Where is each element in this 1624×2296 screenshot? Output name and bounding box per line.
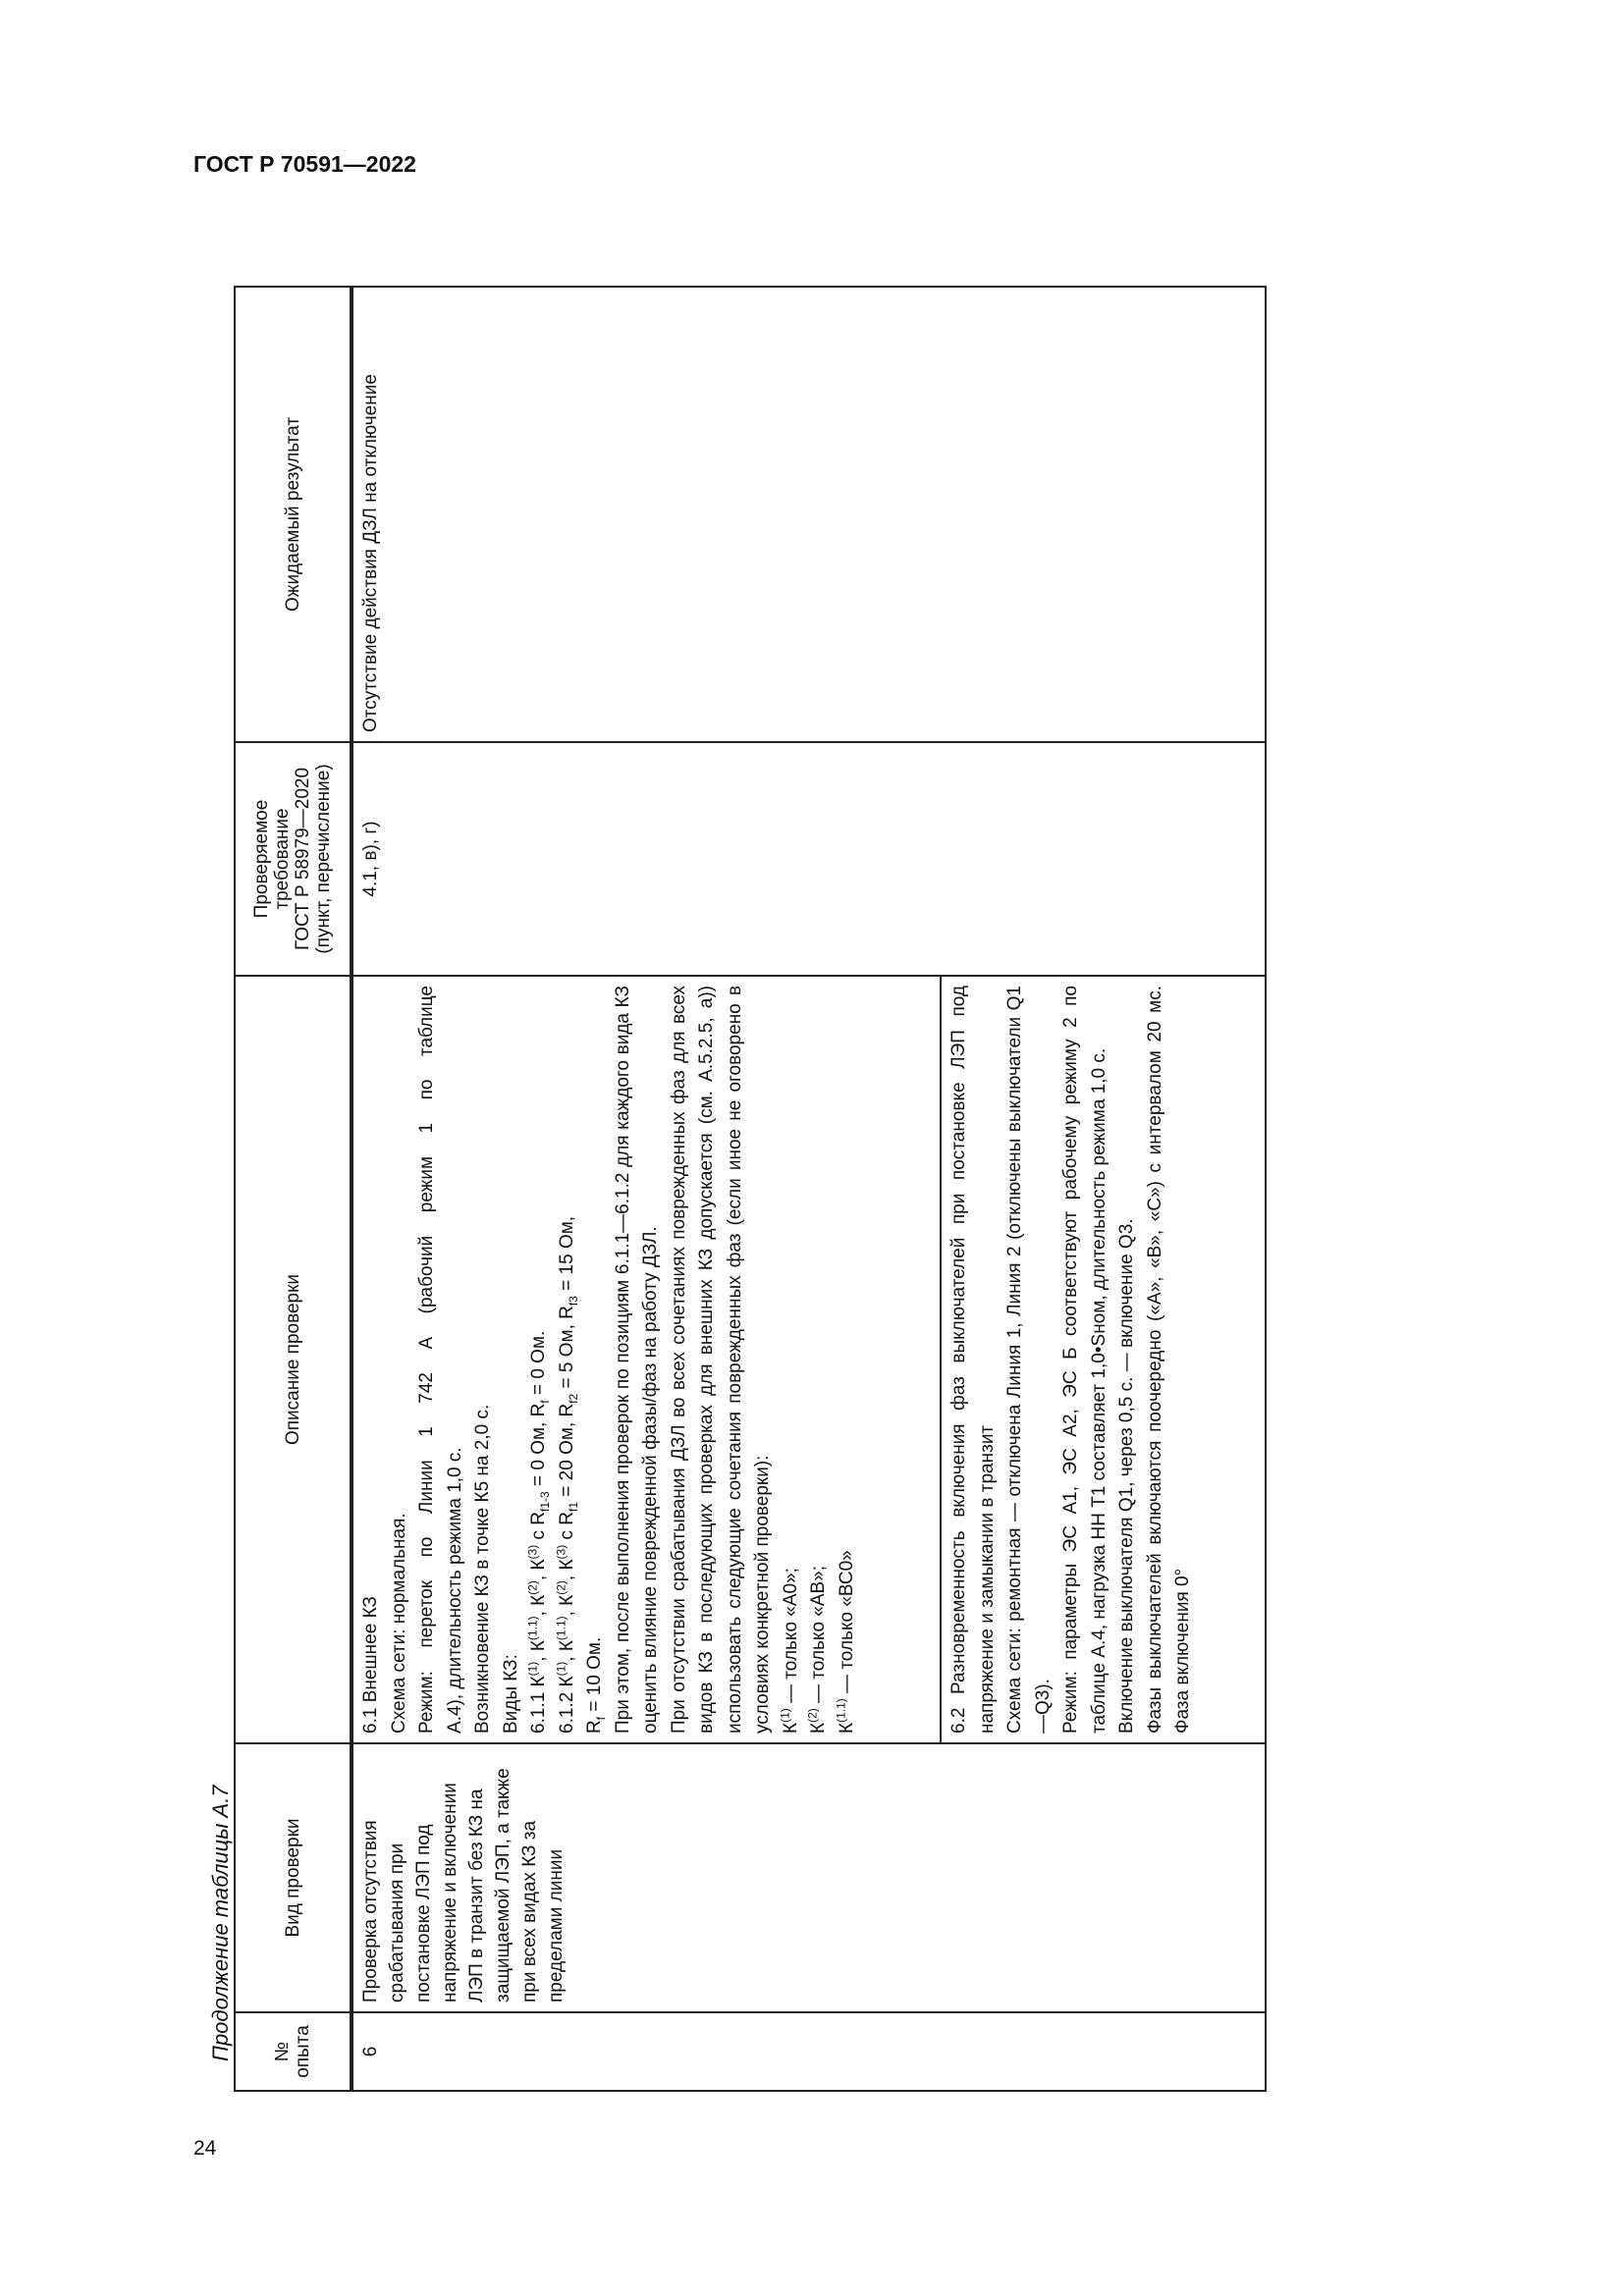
rotated-table-container [234,286,1267,2092]
note-paragraph: При отсутствии срабатывания ДЗЛ во всех сочетаниях поврежденных фаз для всех видов КЗ в последующих проверках для внешних КЗ допускается (см. А.5.2.5, а)) использовать следующие сочетания поврежденных фаз (если иное не оговорено в условиях конкретной проверки): [668,986,773,1734]
header-test-number: № опыта [235,2012,352,2091]
fault-types-6-1-1: 6.1.1 $К^{(1)}$, $К^{(1.1)}$, $К^{(2)}$, $К^{(3)}$ с $R_{f1-3} = 0$ Ом, $R_f = 0$ Ом. [525,1330,552,1734]
check-6-2-description: 6.2 Разновременность включения фаз выключателей при постановке ЛЭП под напряжение и замыкании в транзит Схема сети: ремонтная — отключена Линия 1, Линия 2 (отключены выключатели Q1—Q3). Режим: параметры ЭС А1, ЭС А2, ЭС Б соответствуют рабочему режиму 2 по таблице А.4, нагрузка НН Т1 составляет 1,0•Sном, длительность режима 1,0 с. Включение выключателя Q1, через 0,5 с. — включение Q3. Фазы выключателей включаются поочередно («А», «В», «С») с интервалом 20 мс. Фаза включения 0° [941,976,1266,1743]
note-paragraph: При этом, после выполнения проверок по позициям 6.1.1—6.1.2 для каждого вида КЗ оценить влияние поврежденной фазы/фаз на работу ДЗЛ. [612,986,661,1734]
table-row [352,287,941,2091]
page-number: 24 [193,2137,217,2160]
header-check-kind: Вид проверки [235,1743,352,2012]
table-header-row [235,287,352,2091]
test-number: 6 [352,2012,1266,2091]
fault-types-6-1-2: 6.1.2 $К^{(1)}$, $К^{(1.1)}$, $К^{(2)}$, $К^{(3)}$ с $R_{f1} = 20$ Ом, $R_{f2} = 5$ Ом, $R_{f3} = 15$ Ом, [554,1215,580,1734]
header-requirement: Проверяемое требование ГОСТ Р 58979—2020 (пункт, перечисление) [235,742,352,976]
document-header: ГОСТ Р 70591—2022 [193,151,416,177]
checked-requirement: 4.1, в), г) [352,742,1266,976]
table-caption: Продолжение таблицы А.7 [208,1785,233,2061]
header-expected-result: Ожидаемый результат [235,287,352,742]
check-kind: Проверка отсутствия срабатывания при постановке ЛЭП под напряжение и включении ЛЭП в транзит без КЗ на защищаемой ЛЭП, а также при всех видах КЗ за пределами линии [352,1743,1266,2012]
test-table [234,286,1267,2092]
header-check-description: Описание проверки [235,976,352,1743]
expected-result: Отсутствие действия ДЗЛ на отключение [352,287,1266,742]
check-6-1-description: 6.1 Внешнее КЗ Схема сети: нормальная. Режим: переток по Линии 1 742 А (рабочий режим 1 по таблице А.4), длительность режима 1,0 с. Возникновение КЗ в точке К5 на 2,0 с. Виды КЗ: 6.1.1 $К^{(1)}$, $К^{(1.1)}$, $К^{(2)}$, $К^{(3)}$ с $R_{f1-3} = 0$ Ом, $R_f = 0$ Ом. 6.1.2 $К^{(1)}$, $К^{(1.1)}$, $К^{(2)}$, $К^{(3)}$ с $R_{f1} = 20$ Ом, $R_{f2} = 5$ Ом, $R_{f3} = 15$ Ом, $R_f = 10$ Ом. При этом, после выполнения проверок по позициям 6.1.1—6.1.2 для каждого вида КЗ оценить влияние поврежденной фазы/фаз на работу ДЗЛ. При отсутствии срабатывания ДЗЛ во всех сочетаниях поврежденных фаз для всех видов КЗ в последующих проверках для внешних КЗ допускается (см. А.5.2.5, а)) использовать следующие сочетания поврежденных фаз (если иное не оговорено в условиях конкретной проверки): $К^{(1)}$ — только «А0»; $К^{(2)}$ — только «АВ»; $К^{(1.1)}$ — только «ВС0» [352,976,941,1743]
